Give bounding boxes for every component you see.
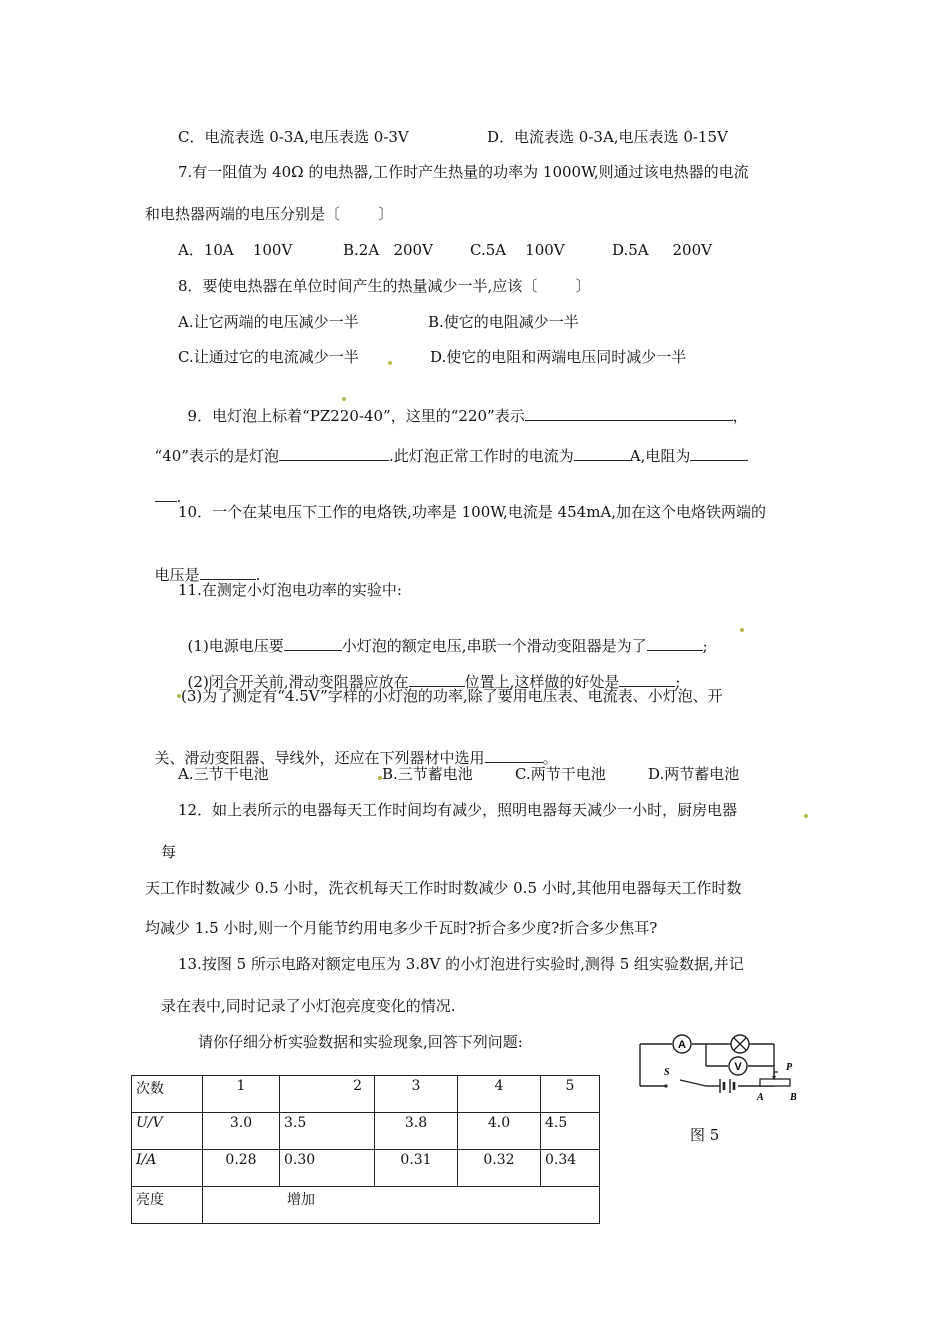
q11-option-c: C.两节干电池 bbox=[515, 765, 606, 783]
table-header-cell: 4 bbox=[458, 1076, 541, 1113]
table-cell: 3.5 bbox=[280, 1113, 375, 1150]
table-cell: 0.31 bbox=[375, 1150, 458, 1187]
table-cell-brightness: 增加 bbox=[203, 1187, 600, 1224]
q9-blank-resistance[interactable] bbox=[690, 446, 748, 461]
q9-text-line3 bbox=[145, 467, 181, 507]
table-header-cell: 次数 bbox=[132, 1076, 203, 1113]
table-row bbox=[132, 1150, 600, 1187]
q11-part3-line2 bbox=[145, 728, 558, 768]
q11-blank-supply-voltage[interactable] bbox=[284, 636, 342, 651]
q11-option-a: A.三节干电池 bbox=[178, 765, 269, 783]
table-cell: 4.0 bbox=[458, 1113, 541, 1150]
q11-text: 11.在测定小灯泡电功率的实验中: bbox=[178, 581, 402, 599]
q10-blank-voltage[interactable] bbox=[200, 565, 256, 580]
switch-icon bbox=[664, 1084, 667, 1087]
q7-text-line2: 和电热器两端的电压分别是〔 〕 bbox=[145, 205, 394, 223]
q11-blank-position[interactable] bbox=[409, 672, 465, 687]
q9-line2-text-a: “40”表示的是灯泡 bbox=[154, 447, 279, 465]
q10-text-line2 bbox=[145, 545, 260, 585]
q10-line2-text: 电压是 bbox=[154, 566, 200, 584]
speck-mark bbox=[342, 397, 346, 401]
q11-blank-rheostat-purpose[interactable] bbox=[647, 636, 703, 651]
q9-blank-40-meaning[interactable] bbox=[279, 446, 389, 461]
table-row bbox=[132, 1076, 600, 1113]
q11-p1-text-b: 小灯泡的额定电压,串联一个滑动变阻器是为了 bbox=[341, 637, 647, 655]
table-cell: 0.28 bbox=[203, 1150, 280, 1187]
table-header-cell: 3 bbox=[375, 1076, 458, 1113]
table-row-label: I/A bbox=[132, 1150, 203, 1187]
q6-option-c: C．电流表选 0-3A,电压表选 0-3V bbox=[178, 128, 409, 146]
q9-text-line2 bbox=[145, 426, 748, 466]
q11-p1-end: ; bbox=[702, 637, 708, 655]
q8-option-b: B.使它的电阻减少一半 bbox=[428, 313, 579, 331]
q9-blank-current[interactable] bbox=[574, 446, 630, 461]
q11-part1 bbox=[178, 616, 708, 656]
table-cell: 3.0 bbox=[203, 1113, 280, 1150]
q11-p3-text: 关、滑动变阻器、导线外，还应在下列器材中选用 bbox=[154, 749, 485, 767]
q6-option-d: D．电流表选 0-3A,电压表选 0-15V bbox=[487, 128, 728, 146]
experiment-data-table bbox=[131, 1075, 600, 1224]
speck-mark bbox=[804, 814, 808, 818]
q12-text-line2: 每 bbox=[161, 843, 177, 861]
speck-mark bbox=[388, 361, 392, 365]
q8-option-c: C.让通过它的电流减少一半 bbox=[178, 348, 359, 366]
q11-p1-text-a: (1)电源电压要 bbox=[187, 637, 284, 655]
q7-option-d: D.5A 200V bbox=[612, 241, 712, 259]
q13-text-line3: 请你仔细分析实验数据和实验现象,回答下列问题: bbox=[198, 1033, 523, 1051]
q9-line1-text: 9．电灯泡上标着“PZ220-40”，这里的“220”表示 bbox=[187, 407, 525, 425]
rheostat-end-b: B bbox=[790, 1092, 797, 1102]
q11-p2-text-a: (2)闭合开关前,滑动变阻器应放在 bbox=[187, 673, 409, 691]
rheostat-end-a: A bbox=[757, 1092, 764, 1102]
speck-mark bbox=[740, 628, 744, 632]
table-row-label: U/V bbox=[132, 1113, 203, 1150]
table-cell: 3.8 bbox=[375, 1113, 458, 1150]
q7-option-b: B.2A 200V bbox=[343, 241, 433, 259]
voltmeter-label: V bbox=[734, 1061, 742, 1073]
q8-text: 8．要使电热器在单位时间产生的热量减少一半,应该〔 〕 bbox=[178, 277, 591, 295]
table-cell: 4.5 bbox=[541, 1113, 600, 1150]
q13-text-line1: 13.按图 5 所示电路对额定电压为 3.8V 的小灯泡进行实验时,测得 5 组实验数据,并记 bbox=[178, 955, 744, 973]
q12-text-line4: 均减少 1.5 小时,则一个月能节约用电多少千瓦时?折合多少度?折合多少焦耳? bbox=[145, 919, 658, 937]
table-row bbox=[132, 1113, 600, 1150]
q11-blank-equipment[interactable] bbox=[485, 748, 543, 763]
q10-text-line1: 10．一个在某电压下工作的电烙铁,功率是 100W,电流是 454mA,加在这个电烙铁两端的 bbox=[178, 503, 767, 521]
ammeter-label: A bbox=[678, 1039, 686, 1051]
rheostat-icon bbox=[760, 1079, 790, 1086]
q11-p3-end: 。 bbox=[542, 749, 558, 767]
q9-line2-text-c: A,电阻为 bbox=[629, 447, 691, 465]
q11-option-d: D.两节蓄电池 bbox=[648, 765, 740, 783]
table-cell: 0.30 bbox=[280, 1150, 375, 1187]
table-cell: 0.34 bbox=[541, 1150, 600, 1187]
q9-blank-220-meaning[interactable] bbox=[525, 406, 733, 421]
table-row-label: 亮度 bbox=[132, 1187, 203, 1224]
table-row bbox=[132, 1187, 600, 1224]
table-cell: 0.32 bbox=[458, 1150, 541, 1187]
q11-p2-end: ; bbox=[675, 673, 681, 691]
table-header-cell: 5 bbox=[541, 1076, 600, 1113]
table-header-cell: 2 bbox=[280, 1076, 375, 1113]
q13-text-line2: 录在表中,同时记录了小灯泡亮度变化的情况. bbox=[161, 997, 456, 1015]
q9-line2-text-b: .此灯泡正常工作时的电流为 bbox=[388, 447, 574, 465]
table-header-cell: 1 bbox=[203, 1076, 280, 1113]
q9-line1-comma: ， bbox=[732, 407, 748, 425]
q7-option-a: A．10A 100V bbox=[178, 241, 293, 259]
q11-blank-benefit[interactable] bbox=[619, 672, 675, 687]
q7-text-line1: 7.有一阻值为 40Ω 的电热器,工作时产生热量的功率为 1000W,则通过该电热器的电流 bbox=[178, 163, 749, 181]
circuit-diagram bbox=[636, 1032, 806, 1102]
q10-line2-period: . bbox=[255, 566, 261, 584]
q11-p2-text-b: 位置上,这样做的好处是 bbox=[464, 673, 620, 691]
q11-option-b: B.三节蓄电池 bbox=[382, 765, 473, 783]
q9-line3-period: . bbox=[176, 488, 182, 506]
q12-text-line3: 天工作时数减少 0.5 小时，洗衣机每天工作时时数减少 0.5 小时,其他用电器每天工作时数 bbox=[145, 879, 742, 897]
q9-text-line1 bbox=[178, 386, 748, 426]
q9-blank-resistance-cont[interactable] bbox=[155, 487, 177, 502]
q12-text-line1: 12．如上表所示的电器每天工作时间均有减少，照明电器每天减少一小时，厨房电器 bbox=[178, 801, 738, 819]
battery-icon bbox=[720, 1079, 734, 1093]
slider-label: P bbox=[786, 1062, 793, 1073]
q8-option-a: A.让它两端的电压减少一半 bbox=[178, 313, 359, 331]
q11-part3-line1: (3)为了测定有“4.5V”字样的小灯泡的功率,除了要用电压表、电流表、小灯泡、开 bbox=[181, 687, 723, 705]
q8-option-d: D.使它的电阻和两端电压同时减少一半 bbox=[430, 348, 687, 366]
figure-caption: 图 5 bbox=[690, 1126, 720, 1144]
switch-label: S bbox=[664, 1067, 670, 1078]
q7-option-c: C.5A 100V bbox=[470, 241, 565, 259]
